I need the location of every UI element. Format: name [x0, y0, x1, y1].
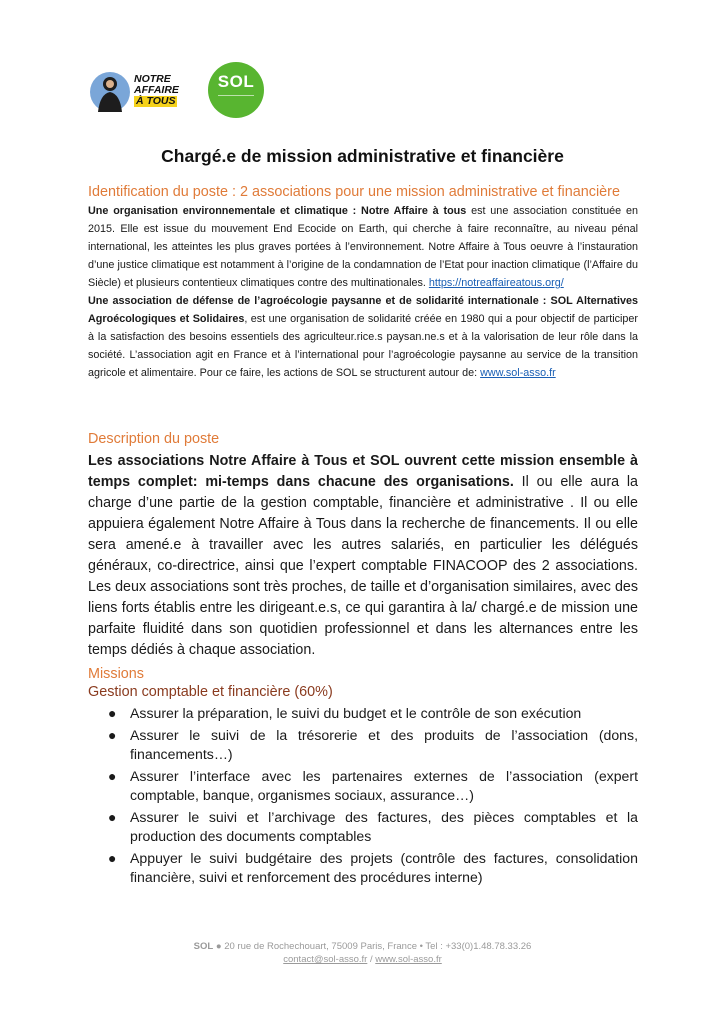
missions-section — [88, 666, 638, 890]
footer-website-link[interactable]: www.sol-asso.fr — [375, 954, 442, 965]
sol-logo-tagline-line — [218, 95, 254, 106]
list-item — [88, 726, 638, 764]
footer-separator: / — [367, 954, 376, 965]
missions-list — [88, 704, 638, 887]
list-item — [88, 704, 638, 723]
sol-description: , est une organisation de solidarité créée en 1980 qui a pour objectif de participer à la satisfaction des besoins essentiels des agriculteur.rice.s paysan.ne.s et à la valorisation de leur rôle dans la société. L’association agit en France et à l’international pour l’agroécologie paysanne au service de la transition agricole et alimentaire. Pour ce faire, les actions de SOL se structurent autour de: — [88, 313, 639, 379]
bullet-icon: ● — [108, 768, 117, 784]
page-title: Chargé.e de mission administrative et financière — [161, 146, 564, 166]
identification-section — [88, 184, 638, 382]
list-item — [88, 767, 638, 805]
footer-address: ● 20 rue de Rochechouart, 75009 Paris, France • Tel : +33(0)1.48.78.33.26 — [213, 941, 532, 952]
naat-line-1: NOTRE — [134, 73, 171, 85]
mission-text: Appuyer le suivi budgétaire des projets (contrôle des factures, consolidation financière, suivi et renforcement des procédures interne) — [130, 850, 638, 885]
mission-text: Assurer le suivi de la trésorerie et des produits de l’association (dons, financements…) — [130, 727, 638, 762]
sol-logo-text: SOL — [217, 72, 255, 91]
description-section — [88, 431, 638, 661]
naat-wordmark — [134, 74, 179, 107]
list-item — [88, 849, 638, 887]
naat-line-3: À TOUS — [136, 95, 176, 107]
description-bold: Les associations Notre Affaire à Tous et SOL ouvrent cette mission ensemble à temps complet: mi-temps dans chacune des organisations. — [88, 453, 638, 490]
sol-intro-bold: Une association de défense de l’agroécologie paysanne et de solidarité internationale : SOL Alternatives Agroécologiques et Solidaires — [88, 295, 638, 325]
notre-affaire-a-tous-logo — [88, 68, 188, 116]
sol-logo — [208, 62, 264, 118]
bullet-icon: ● — [108, 850, 117, 866]
identification-heading: Identification du poste : 2 associations pour une mission administrative et financière — [88, 184, 620, 200]
bullet-icon: ● — [108, 809, 117, 825]
footer-email-link[interactable]: contact@sol-asso.fr — [283, 954, 368, 965]
naat-website-link[interactable]: https://notreaffaireatous.org/ — [428, 277, 564, 289]
bullet-icon: ● — [108, 705, 117, 721]
sol-paragraph — [88, 292, 638, 382]
bullet-icon: ● — [108, 727, 117, 743]
description-paragraph — [88, 451, 638, 661]
list-item — [88, 808, 638, 846]
description-heading: Description du poste — [88, 431, 220, 447]
naat-description: est une association constituée en 2015. Elle est issue du mouvement End Ecocide on Earth, qui cherche à faire reconnaître, au niveau pénal international, les atteintes les plus graves portées à l’environnement. Notre Affaire à Tous oeuvre à l’instauration d’une justice climatique est notamment à l’origine de la condamnation de l’Etat pour inaction climatique (l’Affaire du Siècle) et plusieurs contentieux climatiques contre des multinationales. — [88, 205, 638, 289]
sol-website-link[interactable]: www.sol-asso.fr — [480, 367, 556, 379]
missions-subheading: Gestion comptable et financière (60%) — [88, 684, 333, 700]
mission-text: Assurer l’interface avec les partenaires externes de l’association (expert comptable, banque, organismes sociaux, assurance…) — [130, 768, 638, 803]
mission-text: Assurer la préparation, le suivi du budget et le contrôle de son exécution — [130, 705, 582, 721]
naat-paragraph — [88, 202, 638, 292]
naat-line-2: AFFAIRE — [134, 84, 179, 96]
footer-brand: SOL — [193, 941, 214, 952]
header-logos — [88, 62, 268, 122]
description-text: Il ou elle aura la charge d’une partie de la gestion comptable, financière et administrative . Il ou elle appuiera également Notre Affaire à Tous dans la recherche de financements. Il ou elle sera amené.e à travailler avec les autres salariés, en particulier les délégués généraux, co-directrice, ainsi que l’expert comptable FINACOOP des 2 associations. Les deux associations sont très proches, de taille et d’organisation similaires, avec des liens forts établis entre les dirigeant.e.s, ce qui garantira à la/ chargé.e de mission une parfaite fluidité dans son quotidien professionnel et dans les alternances entre les temps dédiés à chaque association. — [88, 474, 638, 658]
naat-figure-icon — [88, 68, 132, 116]
footer-contact-line — [0, 953, 725, 966]
page-footer — [0, 940, 725, 966]
naat-intro-bold: Une organisation environnementale et climatique : Notre Affaire à tous — [88, 205, 467, 217]
mission-text: Assurer le suivi et l’archivage des factures, des pièces comptables et la production des documents comptables — [130, 809, 638, 844]
missions-heading: Missions — [88, 666, 144, 682]
footer-address-line — [0, 940, 725, 953]
